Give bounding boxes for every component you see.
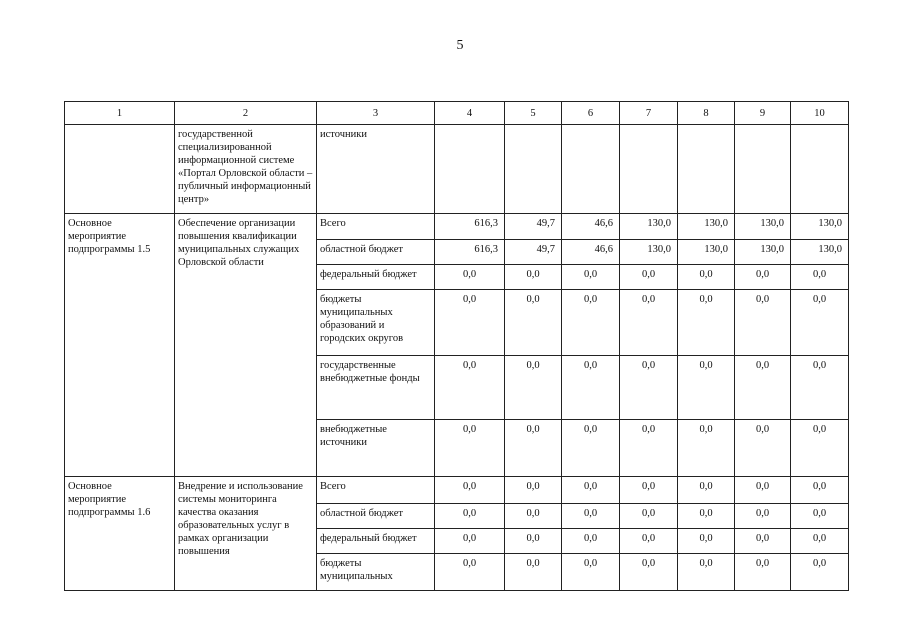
value-cell: 0,0	[678, 529, 735, 554]
header-cell: 1	[65, 102, 175, 125]
value-cell: 0,0	[735, 554, 791, 591]
value-cell	[505, 125, 562, 214]
value-cell: 0,0	[435, 356, 505, 420]
page-number: 5	[456, 38, 464, 53]
header-cell: 8	[678, 102, 735, 125]
header-cell: 10	[791, 102, 849, 125]
value-cell: 0,0	[735, 504, 791, 529]
value-cell: 130,0	[735, 240, 791, 265]
value-cell: 0,0	[791, 477, 849, 504]
event-cell: Основное мероприятие подпрограммы 1.5	[65, 214, 175, 477]
source-cell: бюджеты муниципальных образований и городских округов	[317, 290, 435, 356]
value-cell: 0,0	[620, 554, 678, 591]
value-cell: 0,0	[435, 504, 505, 529]
value-cell: 0,0	[620, 356, 678, 420]
value-cell: 0,0	[620, 529, 678, 554]
source-cell: областной бюджет	[317, 240, 435, 265]
header-cell: 7	[620, 102, 678, 125]
value-cell: 0,0	[505, 529, 562, 554]
source-cell: бюджеты муниципальных	[317, 554, 435, 591]
value-cell: 0,0	[562, 504, 620, 529]
source-cell: Всего	[317, 477, 435, 504]
value-cell: 130,0	[678, 214, 735, 240]
source-cell: внебюджетные источники	[317, 420, 435, 477]
value-cell: 49,7	[505, 240, 562, 265]
value-cell: 0,0	[505, 420, 562, 477]
value-cell: 0,0	[562, 356, 620, 420]
value-cell: 0,0	[505, 265, 562, 290]
header-cell: 2	[175, 102, 317, 125]
value-cell: 0,0	[791, 554, 849, 591]
value-cell: 0,0	[791, 504, 849, 529]
value-cell: 0,0	[735, 529, 791, 554]
value-cell: 0,0	[620, 504, 678, 529]
value-cell: 0,0	[678, 265, 735, 290]
source-cell: источники	[317, 125, 435, 214]
value-cell: 0,0	[562, 554, 620, 591]
header-cell: 5	[505, 102, 562, 125]
source-cell: Всего	[317, 214, 435, 240]
value-cell: 0,0	[791, 356, 849, 420]
event-cell: Основное мероприятие подпрограммы 1.6	[65, 477, 175, 591]
value-cell	[562, 125, 620, 214]
value-cell: 0,0	[735, 356, 791, 420]
value-cell: 0,0	[505, 554, 562, 591]
value-cell: 0,0	[678, 356, 735, 420]
value-cell: 0,0	[435, 477, 505, 504]
value-cell: 130,0	[678, 240, 735, 265]
source-cell: государственные внебюджетные фонды	[317, 356, 435, 420]
value-cell	[435, 125, 505, 214]
source-cell: областной бюджет	[317, 504, 435, 529]
budget-table	[64, 101, 849, 591]
value-cell: 616,3	[435, 240, 505, 265]
value-cell: 0,0	[620, 265, 678, 290]
value-cell: 0,0	[735, 290, 791, 356]
value-cell: 0,0	[678, 420, 735, 477]
value-cell: 0,0	[505, 477, 562, 504]
source-cell: федеральный бюджет	[317, 529, 435, 554]
table-row	[65, 477, 849, 504]
value-cell: 0,0	[562, 529, 620, 554]
event-name-cell: Внедрение и использование системы мониторинга качества оказания образовательных услуг в рамках организации повышения	[175, 477, 317, 591]
event-cell	[65, 125, 175, 214]
value-cell: 0,0	[505, 504, 562, 529]
value-cell: 0,0	[562, 477, 620, 504]
value-cell: 0,0	[562, 420, 620, 477]
event-name-cell: Обеспечение организации повышения квалификации муниципальных служащих Орловской области	[175, 214, 317, 477]
value-cell: 616,3	[435, 214, 505, 240]
value-cell: 0,0	[791, 420, 849, 477]
value-cell: 130,0	[620, 240, 678, 265]
table-row	[65, 125, 849, 214]
value-cell: 0,0	[435, 265, 505, 290]
value-cell: 0,0	[505, 290, 562, 356]
value-cell: 46,6	[562, 240, 620, 265]
value-cell: 49,7	[505, 214, 562, 240]
value-cell: 0,0	[435, 529, 505, 554]
header-cell: 6	[562, 102, 620, 125]
header-cell: 3	[317, 102, 435, 125]
value-cell: 130,0	[620, 214, 678, 240]
header-cell: 4	[435, 102, 505, 125]
header-cell: 9	[735, 102, 791, 125]
value-cell: 0,0	[620, 477, 678, 504]
value-cell: 0,0	[678, 290, 735, 356]
source-cell: федеральный бюджет	[317, 265, 435, 290]
value-cell: 0,0	[678, 504, 735, 529]
value-cell: 130,0	[791, 240, 849, 265]
value-cell: 0,0	[620, 290, 678, 356]
value-cell: 0,0	[678, 477, 735, 504]
value-cell: 0,0	[678, 554, 735, 591]
value-cell: 0,0	[435, 554, 505, 591]
value-cell: 0,0	[735, 420, 791, 477]
value-cell: 0,0	[562, 265, 620, 290]
value-cell: 130,0	[735, 214, 791, 240]
value-cell	[620, 125, 678, 214]
value-cell: 0,0	[791, 529, 849, 554]
value-cell: 0,0	[562, 290, 620, 356]
value-cell: 46,6	[562, 214, 620, 240]
value-cell	[735, 125, 791, 214]
value-cell: 0,0	[735, 265, 791, 290]
value-cell	[791, 125, 849, 214]
event-name-cell: государственной специализированной информационной системе «Портал Орловской области – публичный информационный центр»	[175, 125, 317, 214]
value-cell: 0,0	[735, 477, 791, 504]
value-cell: 0,0	[620, 420, 678, 477]
value-cell	[678, 125, 735, 214]
header-row	[65, 102, 849, 125]
value-cell: 0,0	[791, 290, 849, 356]
value-cell: 0,0	[505, 356, 562, 420]
value-cell: 0,0	[791, 265, 849, 290]
value-cell: 0,0	[435, 420, 505, 477]
value-cell: 0,0	[435, 290, 505, 356]
table-row	[65, 214, 849, 240]
value-cell: 130,0	[791, 214, 849, 240]
